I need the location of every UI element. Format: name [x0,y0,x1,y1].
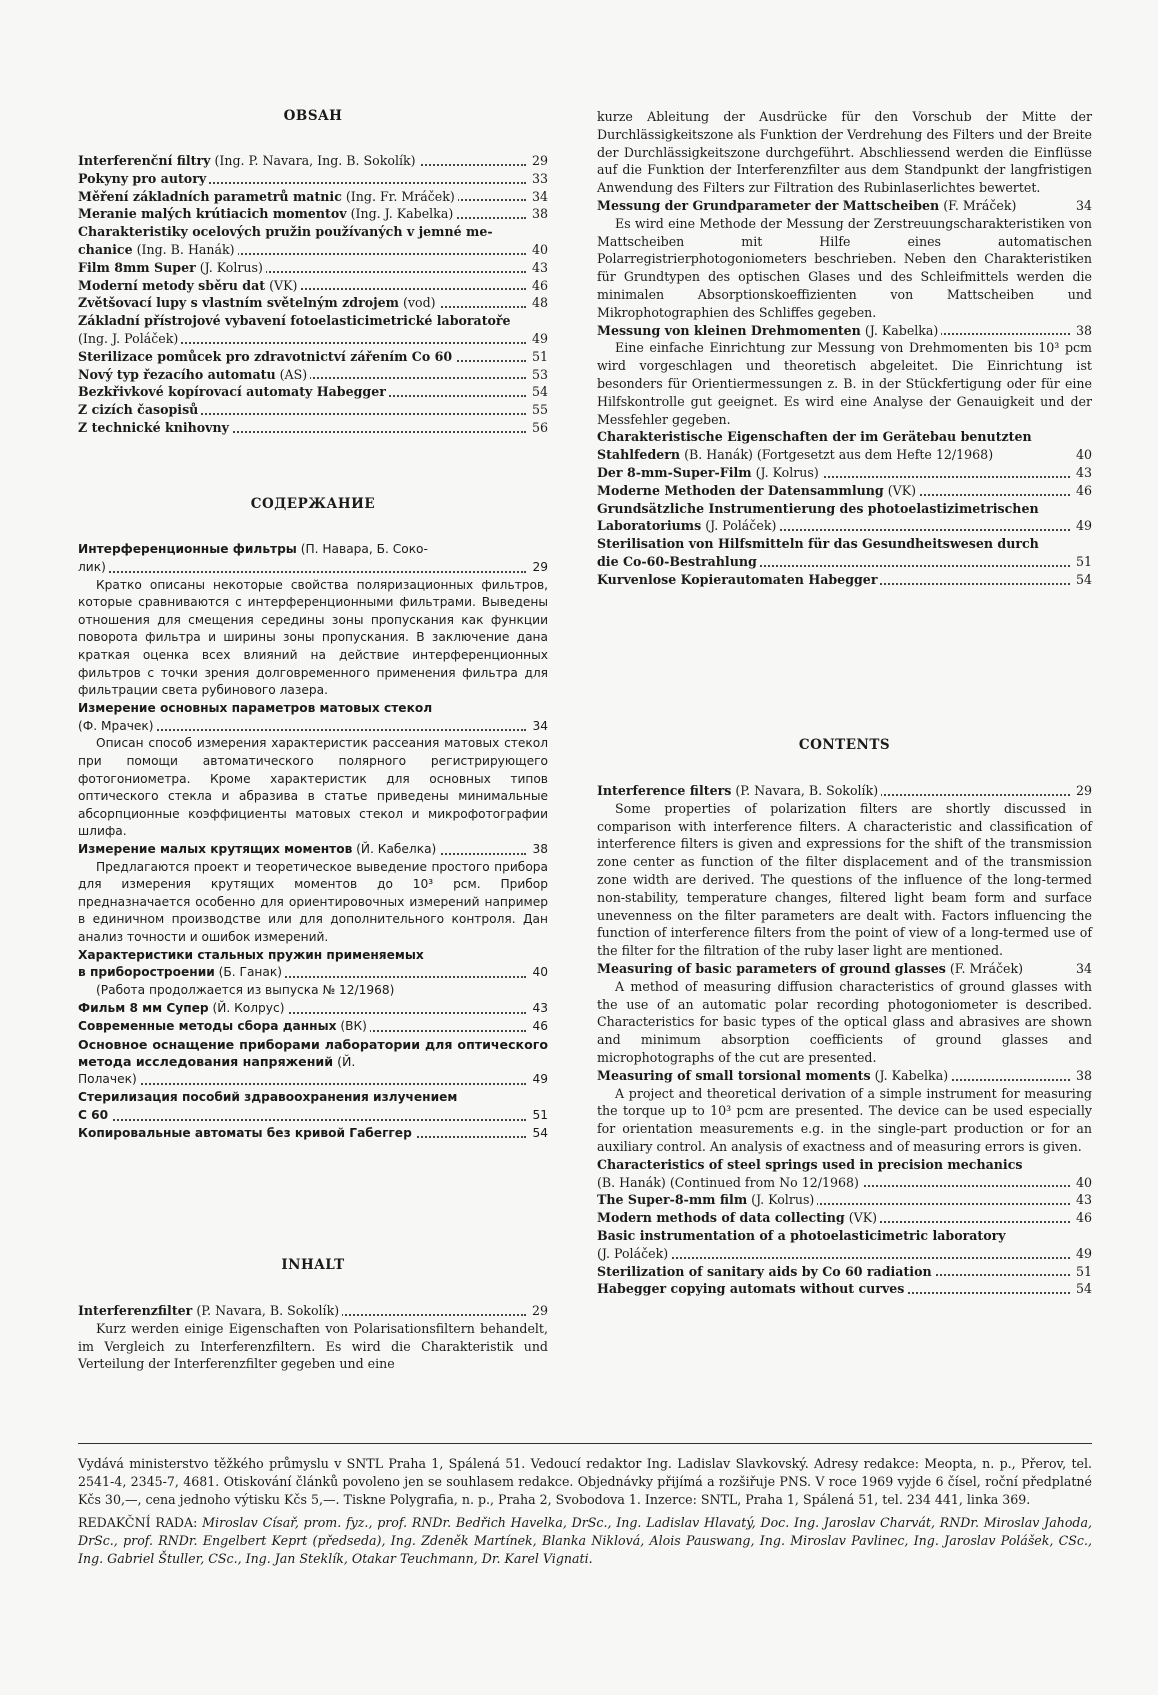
toc-entry[interactable]: Der 8-mm-Super-Film (J. Kolrus) 43 [597,464,1092,480]
toc-entry[interactable]: Копировальные автоматы без кривой Габеггер 54 [78,1125,548,1143]
abstract: Es wird eine Methode der Messung der Zerstreuungscharakteristiken von Mattscheiben mit Hilfe eines automatischen Polarregistrierphotogoniometers beschrieben. Neben den Charakteristiken für Grundtypen des optischen Glases und des Schleifmittels werden die minimalen Absorptionskoeffizienten von Mattscheiben und Mikrophotographien des Schliffes gegeben. [597,215,1092,320]
toc-entry-cont[interactable]: Laboratoriums (J. Poláček) 49 [597,518,1092,534]
abstract: Some properties of polarization filters are shortly discussed in comparison with interference filters. A characteristic and classification of interference filters is given and expressions for the shift of the transmission zone center as function of the filter displacement and of the transmission zone width are derived. The questions of the influence of the long-termed non-stability, temperature changes, filtered light beam form and surface unevenness on the filter parameters are dealt with. Factors influencing the function of interference filters from the point of view of a long-termed use of the filter for the filtration of the ruby laser light are mentioned. [597,800,1092,959]
toc-entry-cont[interactable]: Полачек) 49 [78,1071,548,1089]
contents-list [597,782,1092,1298]
footer-divider [78,1443,1092,1444]
toc-entry[interactable]: Film 8mm Super (J. Kolrus) 43 [78,259,548,275]
soderzhanie-heading: СОДЕРЖАНИЕ [250,496,376,512]
toc-entry[interactable]: Interferenční filtry (Ing. P. Navara, Ing. B. Sokolík) 29 [78,153,548,168]
toc-entry[interactable]: Pokyny pro autory 33 [78,170,548,186]
toc-entry[interactable]: Charakteristiky ocelových pružin používaných v jemné me- [78,223,548,241]
toc-entry-cont[interactable]: C 60 51 [78,1107,548,1125]
toc-entry-cont[interactable]: лик) 29 [78,559,548,577]
abstract: Eine einfache Einrichtung zur Messung von Drehmomenten bis 10³ pcm wird vorgeschlagen und theoretisch abgeleitet. Die Einrichtung ist besonders für Orientiermessungen z. B. in der Stückfertigung oder für eine Hilfskontrolle gut geeignet. Es wird eine Analyse der Genauigkeit und der Messfehler gegeben. [597,340,1092,427]
abstract: Кратко описаны некоторые свойства поляризационных фильтров, которые сравниваются с интерференционными фильтрами. Выведены отношения для смещения середины зоны пропускания как функции поворота фильтра и ширины зоны пропускания. В заключение дана краткая оценка всех влияний на действие интерференционных фильтров с точки зрения долговременного применения фильтра для фильтрации света рубинового лазера. [78,577,548,698]
toc-entry[interactable]: Bezkřivkové kopírovací automaty Habegger 54 [78,384,548,400]
toc-entry[interactable]: Основное оснащение приборами лаборатории для оптического метода исследования напряжений (Й. [78,1036,548,1070]
toc-entry-cont[interactable]: в приборостроении (Б. Ганак) 40 [78,964,548,982]
publisher-info: Vydává ministerstvo těžkého průmyslu v SNTL Praha 1, Spálená 51. Vedoucí redaktor Ing. Ladislav Slavkovský. Adresy redakce: Meopta, n. p., Přerov, tel. 2541-4, 2345-7, 4681. Otiskování článků povoleno jen se souhlasem redakce. Objednávky přijímá a rozšiřuje PNS. V roce 1969 vyjde 6 čísel, roční předplatné Kčs 30,—, cena jednoho výtisku Kčs 5,—. Tiskne Polygrafia, n. p., Praha 2, Svobodova 1. Inzerce: SNTL, Praha 1, Spálená 51, tel. 234 441, linka 369. [78,1456,1092,1507]
toc-entry[interactable]: Messung von kleinen Drehmomenten (J. Kabelka) 38 [597,322,1092,338]
abstract: A method of measuring diffusion characteristics of ground glasses with the use of an automatic polar recording photogoniometer is described. Characteristics for basic types of the optical glass and abrasives are shown and minimum absorption coefficients of ground glasses and microphotographs of the cut are presented. [597,978,1092,1065]
toc-entry[interactable]: Charakteristische Eigenschaften der im Gerätebau benutzten [597,428,1092,446]
toc-entry[interactable]: Фильм 8 мм Супер (Й. Колрус) 43 [78,1000,548,1018]
toc-entry[interactable]: Sterilization of sanitary aids by Co 60 radiation 51 [597,1263,1092,1279]
obsah-list [78,152,548,437]
toc-entry[interactable]: Measuring of small torsional moments (J. Kabelka) 38 [597,1067,1092,1083]
toc-entry[interactable]: Измерение малых крутящих моментов (Й. Кабелка) 38 [78,841,548,859]
toc-entry[interactable]: Modern methods of data collecting (VK) 46 [597,1210,1092,1226]
toc-entry-cont[interactable]: (B. Hanák) (Continued from No 12/1968) 40 [597,1174,1092,1190]
toc-entry[interactable]: Measuring of basic parameters of ground glasses (F. Mráček) 34 [597,960,1092,976]
toc-entry[interactable]: Interference filters (P. Navara, B. Sokolík) 29 [597,783,1092,798]
toc-entry[interactable]: Characteristics of steel springs used in precision mechanics [597,1156,1092,1174]
inhalt-list-right [597,108,1092,589]
toc-entry[interactable]: Измерение основных параметров матовых стекол [78,700,548,718]
toc-entry[interactable]: Z cizích časopisů 55 [78,402,548,418]
toc-entry[interactable]: Nový typ řezacího automatu (AS) 53 [78,366,548,382]
editorial-board [78,1514,1092,1567]
toc-entry[interactable]: Měření základních parametrů matnic (Ing. Fr. Mráček) 34 [78,188,548,204]
editorial-board-members: Miroslav Císař, prom. fyz., prof. RNDr. Bedřich Havelka, DrSc., Ing. Ladislav Hlavatý, Doc. Ing. Jaroslav Charvát, RNDr. Miroslav Jahoda, DrSc., prof. RNDr. Engelbert Keprt (předseda), Ing. Zdeněk Martínek, Blanka Niklová, Alois Pauswang, Ing. Miroslav Pavlinec, Ing. Jaroslav Polášek, CSc., Ing. Gabriel Štuller, CSc., Ing. Jan Steklík, Otakar Teuchmann, Dr. Karel Vignati. [78,1515,1092,1566]
toc-entry[interactable]: Z technické knihovny 56 [78,419,548,435]
toc-entry[interactable]: Basic instrumentation of a photoelasticimetric laboratory [597,1227,1092,1245]
toc-entry-cont[interactable]: (Ф. Мрачек) 34 [78,718,548,736]
editorial-board-label: REDAKČNÍ RADA: [78,1515,203,1531]
toc-note: (Работа продолжается из выпуска № 12/1968) [78,982,548,1000]
toc-entry[interactable]: Интерференционные фильтры (П. Навара, Б. Соко- [78,541,548,559]
abstract: Описан способ измерения характеристик рассеания матовых стекол при помощи автоматического полярного регистрирующего фотогониометра. Кроме характеристик для основных типов оптического стекла и абразива в статье приведены минимальные абсорпционные коэффициенты матовых стекол и микрофотографии шлифа. [78,736,548,839]
obsah-heading: OBSAH [283,108,343,124]
toc-entry[interactable]: Grundsätzliche Instrumentierung des photoelastizimetrischen [597,500,1092,518]
toc-entry-cont[interactable]: (J. Poláček) 49 [597,1245,1092,1261]
inhalt-heading: INHALT [281,1257,345,1273]
toc-entry[interactable]: Moderne Methoden der Datensammlung (VK) 46 [597,482,1092,498]
toc-entry-cont[interactable]: chanice (Ing. B. Hanák) 40 [78,241,548,257]
toc-entry[interactable]: Стерилизация пособий здравоохранения излучением [78,1089,548,1107]
abstract: Kurz werden einige Eigenschaften von Polarisationsfiltern behandelt, im Vergleich zu Interferenzfiltern. Es wird die Charakteristik und Verteilung der Interferenzfilter gegeben und eine [78,1320,548,1372]
toc-entry[interactable]: The Super-8-mm film (J. Kolrus) 43 [597,1192,1092,1208]
toc-entry[interactable]: Характеристики стальных пружин применяемых [78,947,548,965]
toc-entry[interactable]: Messung der Grundparameter der Mattscheiben (F. Mráček) 34 [597,197,1092,213]
toc-entry-cont[interactable]: Stahlfedern (B. Hanák) (Fortgesetzt aus dem Hefte 12/1968) 40 [597,447,1092,463]
toc-entry-cont[interactable]: (Ing. J. Poláček) 49 [78,330,548,346]
toc-entry[interactable]: Základní přístrojové vybavení fotoelasticimetrické laboratoře [78,312,548,330]
abstract: kurze Ableitung der Ausdrücke für den Vorschub der Mitte der Durchlässigkeitszone als Funktion der Verdrehung des Filters und der Breite der Durchlässigkeitszone durchgeführt. Abschliessend werden die Einflüsse auf die Funktion der Interferenzfilter aus dem Standpunkt der langfristigen Anwendung des Filters zur Filtration des Rubinlaserlichtes bewertet. [597,109,1092,196]
imprint [78,1455,1092,1574]
toc-entry-cont[interactable]: die Co-60-Bestrahlung 51 [597,553,1092,569]
toc-entry[interactable]: Interferenzfilter (P. Navara, B. Sokolík) 29 [78,1303,548,1318]
toc-entry[interactable]: Sterilizace pomůcek pro zdravotnictví zářením Co 60 51 [78,348,548,364]
toc-entry[interactable]: Kurvenlose Kopierautomaten Habegger 54 [597,571,1092,587]
soderzhanie-list [78,541,548,1142]
contents-heading: CONTENTS [798,737,891,753]
toc-entry[interactable]: Habegger copying automats without curves 54 [597,1281,1092,1297]
abstract: Предлагаются проект и теоретическое выведение простого прибора для измерения крутящих моментов до 10³ pcм. Прибор предназначается особенно для ориентировочных измерений например в единичном производстве или для дополнительного контроля. Дан анализ точности и ошибок измерений. [78,859,548,945]
toc-entry[interactable]: Sterilisation von Hilfsmitteln für das Gesundheitswesen durch [597,535,1092,553]
toc-entry[interactable]: Современные методы сбора данных (ВК) 46 [78,1018,548,1036]
toc-entry[interactable]: Meranie malých krútiacich momentov (Ing. J. Kabelka) 38 [78,206,548,222]
toc-entry[interactable]: Moderní metody sběru dat (VK) 46 [78,277,548,293]
inhalt-list-left [78,1302,548,1373]
abstract: A project and theoretical derivation of a simple instrument for measuring the torque up to 10³ pcm are presented. The device can be used especially for orientation measurements e.g. in the single-part production or for an auxiliary control. An analysis of exactness and of measuring errors is given. [597,1085,1092,1154]
toc-entry[interactable]: Zvětšovací lupy s vlastním světelným zdrojem (vod) 48 [78,295,548,311]
